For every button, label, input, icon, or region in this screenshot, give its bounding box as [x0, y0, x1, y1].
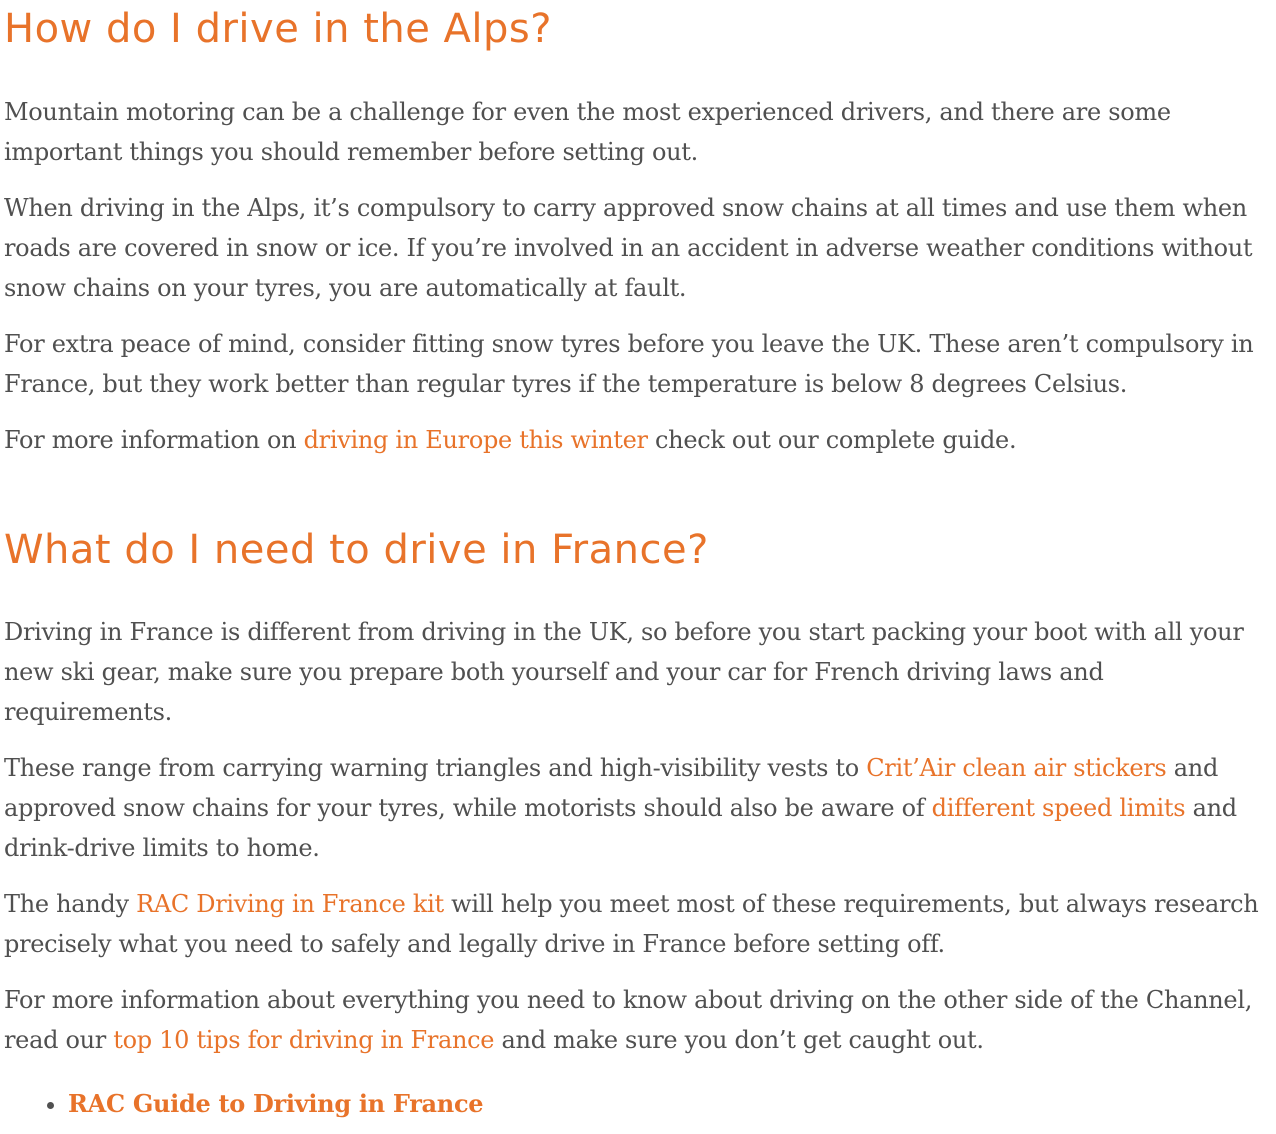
link-driving-in-europe-winter[interactable]: driving in Europe this winter [303, 426, 648, 454]
paragraph-text: and approved snow chains for your tyres, while motorists should also be aware of [4, 754, 1219, 822]
list-item [68, 1084, 483, 1124]
paragraph-requirements [4, 748, 1272, 868]
related-guides-list [4, 1084, 483, 1124]
paragraph-text: and make sure you don’t get caught out. [494, 1026, 984, 1054]
paragraph-text: check out our complete guide. [647, 426, 1017, 454]
paragraph-alps-intro: Mountain motoring can be a challenge for even the most experienced drivers, and there are some important things you should remember before setting out. [4, 98, 1171, 166]
paragraph-france-intro: Driving in France is different from driving in the UK, so before you start packing your boot with all your new ski gear, make sure you prepare both yourself and your car for French driving laws and requirements. [4, 618, 1244, 726]
paragraph-text: For more information on [4, 426, 304, 454]
paragraph-rac-kit [4, 884, 1272, 964]
link-speed-limits[interactable]: different speed limits [931, 794, 1186, 822]
paragraph-text: These range from carrying warning triangles and high-visibility vests to [4, 754, 867, 782]
paragraph-text: The handy [4, 890, 137, 918]
heading-france: What do I need to drive in France? [4, 527, 709, 573]
paragraph-text: and drink-drive limits to home. [4, 794, 1237, 862]
paragraph-europe-winter [4, 420, 1016, 460]
link-rac-driving-kit[interactable]: RAC Driving in France kit [136, 890, 444, 918]
paragraph-snow-chains: When driving in the Alps, it’s compulsory to carry approved snow chains at all times and use them when roads are covered in snow or ice. If you’re involved in an accident in adverse weather conditions without snow chains on your tyres, you are automatically at fault. [4, 194, 1253, 302]
paragraph-top-tips [4, 980, 1272, 1060]
heading-alps: How do I drive in the Alps? [4, 6, 552, 52]
paragraph-text: will help you meet most of these requirements, but always research precisely what you need to safely and legally drive in France before setting off. [4, 890, 1259, 958]
link-top-10-tips[interactable]: top 10 tips for driving in France [113, 1026, 495, 1054]
paragraph-text: For more information about everything you need to know about driving on the other side of the Channel, read our [4, 986, 1253, 1054]
link-critair-stickers[interactable]: Crit’Air clean air stickers [866, 754, 1167, 782]
paragraph-snow-tyres: For extra peace of mind, consider fitting snow tyres before you leave the UK. These aren’t compulsory in France, but they work better than regular tyres if the temperature is below 8 degrees Celsius. [4, 330, 1254, 398]
link-rac-guide-france[interactable]: RAC Guide to Driving in France [68, 1089, 484, 1118]
